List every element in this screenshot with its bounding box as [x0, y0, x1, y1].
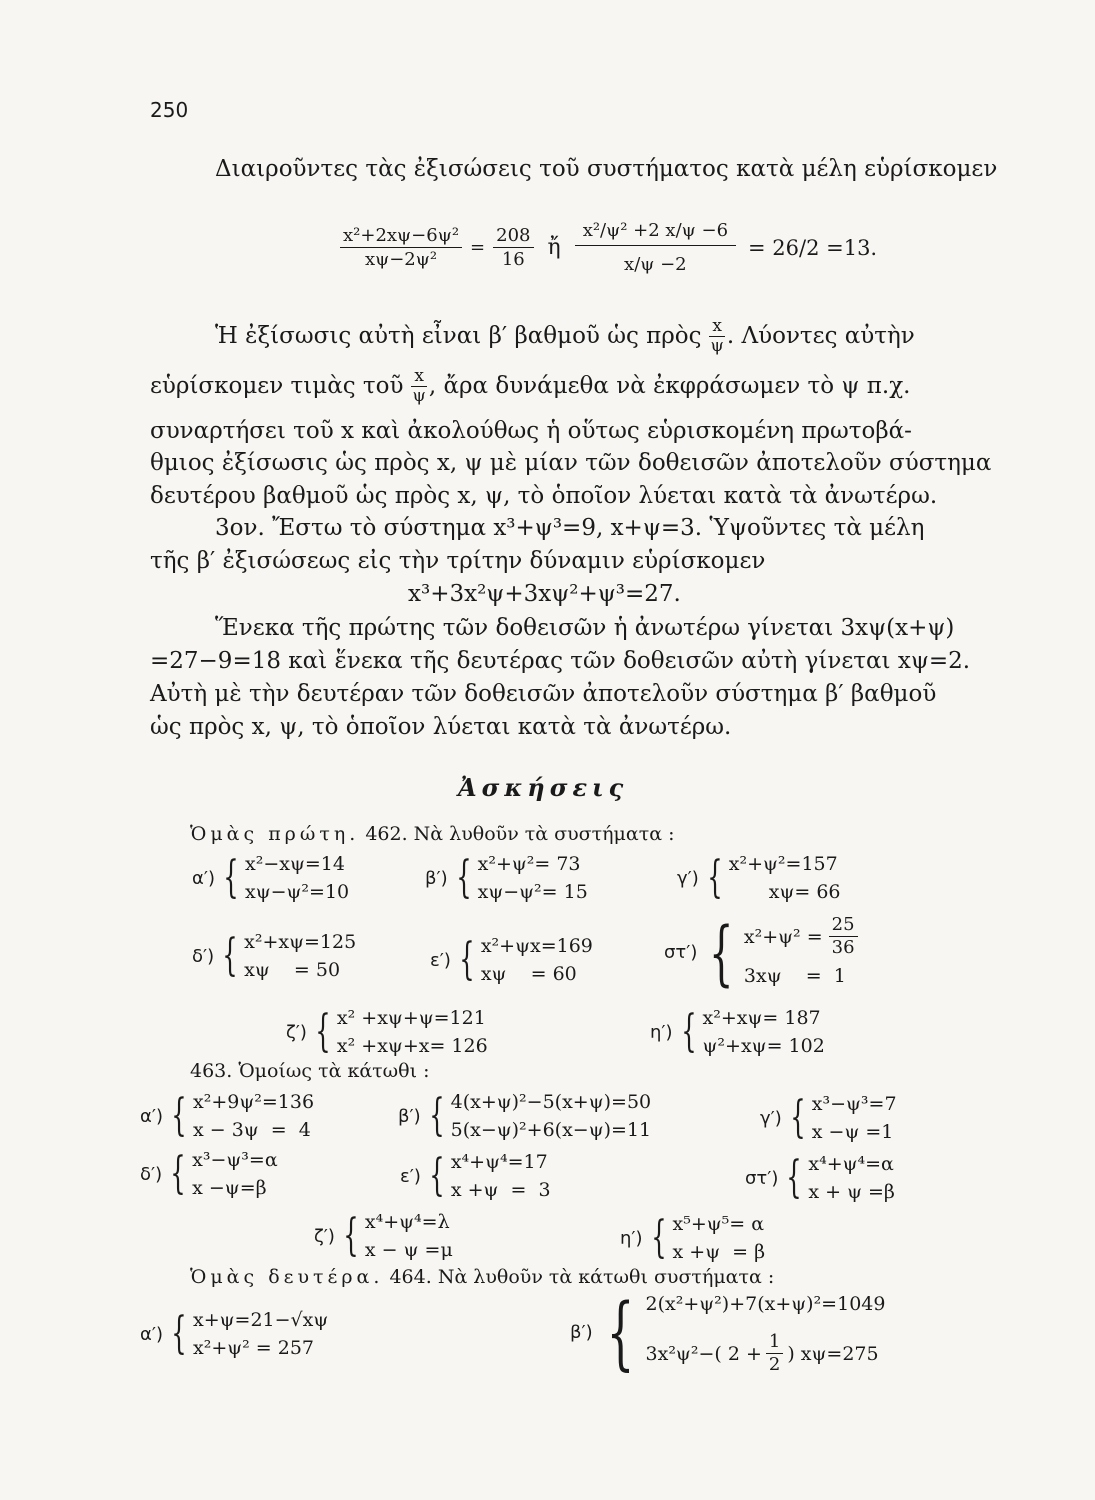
para2-line5: =27−9=18 καὶ ἕνεκα τῆς δευτέρας τῶν δοθεισῶν αὐτὴ γίνεται xψ=2. — [150, 648, 971, 674]
system-463-h: η′) { x⁵+ψ⁵= α x +ψ = β — [620, 1212, 766, 1263]
system-463-c: γ′) { x³−ψ³=7 x −ψ =1 — [760, 1092, 897, 1143]
para1-line5: δευτέρου βαθμοῦ ὡς πρὸς x, ψ, τὸ ὁποῖον λύεται κατὰ τὰ ἀνωτέρω. — [150, 483, 938, 509]
lhs-fraction: $\frac{\text{x²+2xψ−6ψ²}}{\text{xψ−2ψ²}}$ — [340, 225, 462, 270]
rhs-fraction: $\frac{208}{16}$ — [493, 225, 533, 270]
system-463-e: ε′) { x⁴+ψ⁴=17 x +ψ = 3 — [400, 1150, 551, 1201]
page-number: 250 — [150, 98, 189, 122]
system-463-d: δ′) { x³−ψ³=α x −ψ=β — [140, 1148, 278, 1199]
para1-line3: συναρτήσει τοῦ x καὶ ἀκολούθως ἡ οὕτως εὑρισκομένη πρωτοβά- — [150, 418, 912, 444]
system-462-b: β′) { x²+ψ²= 73 xψ−ψ²= 15 — [425, 852, 588, 903]
system-462-z: ζ′) { x² +xψ+ψ=121 x² +xψ+x= 126 — [286, 1006, 488, 1057]
system-462-a: α′) { x²−xψ=14 xψ−ψ²=10 — [192, 852, 350, 903]
system-463-a: α′) { x²+9ψ²=136 x − 3ψ = 4 — [140, 1090, 315, 1141]
system-463-st: στ′) { x⁴+ψ⁴=α x + ψ =β — [745, 1152, 895, 1203]
para2-line3: x³+3x²ψ+3xψ²+ψ³=27. — [408, 581, 681, 607]
big-fraction: $\frac{\text{x²/ψ² +2 x/ψ −6}}{x/\psi -2}$ — [575, 220, 736, 275]
equation-ratio: $\frac{\text{x²+2xψ−6ψ²}}{\text{xψ−2ψ²}}$ = $\frac{208}{16}$ ἤ $\frac{\text{x²/ψ² +2 x/ψ −6}}{x/\psi -2}$ = 26/2 =13. — [340, 220, 877, 275]
system-462-h: η′) { x²+xψ= 187 ψ²+xψ= 102 — [650, 1006, 825, 1057]
system-463-z: ζ′) { x⁴+ψ⁴=λ x − ψ =μ — [314, 1210, 453, 1261]
para2-line4: Ἕνεκα τῆς πρώτης τῶν δοθεισῶν ἡ ἀνωτέρω γίνεται 3xψ(x+ψ) — [215, 615, 955, 641]
para2-line7: ὡς πρὸς x, ψ, τὸ ὁποῖον λύεται κατὰ τὰ ἀνωτέρω. — [150, 714, 732, 740]
para2-line2: τῆς β′ ἐξισώσεως εἰς τὴν τρίτην δύναμιν εὑρίσκομεν — [150, 548, 766, 574]
ex463-heading: 463. Ὁμοίως τὰ κάτωθι : — [190, 1060, 430, 1082]
group1-heading: Ὁμὰς πρώτη. 462. Νὰ λυθοῦν τὰ συστήματα : — [190, 823, 675, 845]
system-463-b: β′) { 4(x+ψ)²−5(x+ψ)=50 5(x−ψ)²+6(x−ψ)=11 — [398, 1090, 652, 1141]
system-464-b: β′) { 2(x²+ψ²)+7(x+ψ)²=1049 3x²ψ²−( 2 + $\frac{1}{2}$ ) xψ=275 — [570, 1285, 886, 1379]
system-464-a: α′) { x+ψ=21−√xψ x²+ψ² = 257 — [140, 1308, 329, 1359]
para1-line4: θμιος ἐξίσωσις ὡς πρὸς x, ψ μὲ μίαν τῶν δοθεισῶν ἀποτελοῦν σύστημα — [150, 450, 992, 476]
system-462-e: ε′) { x²+ψx=169 xψ = 60 — [430, 934, 593, 985]
intro-line: Διαιροῦντες τὰς ἐξισώσεις τοῦ συστήματος κατὰ μέλη εὑρίσκομεν — [215, 156, 998, 182]
system-462-st: στ′) { x²+ψ² = $\frac{25}{36}$ 3xψ = 1 — [664, 915, 858, 990]
para2-line1: 3ον. Ἔστω τὸ σύστημα x³+ψ³=9, x+ψ=3. Ὑψοῦντες τὰ μέλη — [215, 515, 925, 541]
para1-line2: εὑρίσκομεν τιμὰς τοῦ $\frac{x}{\psi}$ , ἄρα δυνάμεθα νὰ ἐκφράσωμεν τὸ ψ π.χ. — [150, 366, 911, 406]
system-462-d: δ′) { x²+xψ=125 xψ = 50 — [192, 930, 357, 981]
group2-heading: Ὁμὰς δευτέρα. 464. Νὰ λυθοῦν τὰ κάτωθι συστήματα : — [190, 1266, 775, 1288]
para2-line6: Αὐτὴ μὲ τὴν δευτέραν τῶν δοθεισῶν ἀποτελοῦν σύστημα β′ βαθμοῦ — [150, 681, 937, 707]
system-462-c: γ′) { x²+ψ²=157 xψ= 66 — [677, 852, 841, 903]
para1-line1: Ἡ ἐξίσωσις αὐτὴ εἶναι β′ βαθμοῦ ὡς πρὸς $\frac{x}{\psi}$ . Λύοντες αὐτὴν — [215, 316, 915, 356]
exercises-heading: Ἀσκήσεις — [458, 773, 629, 802]
